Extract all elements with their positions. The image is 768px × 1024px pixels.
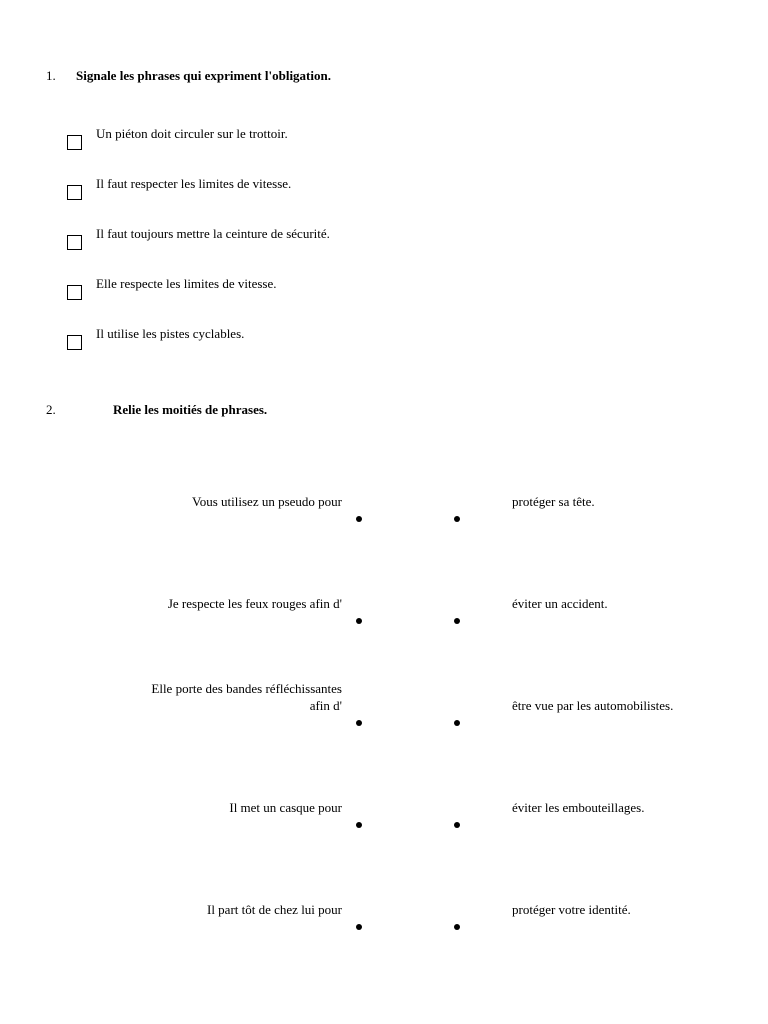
right-phrase: protéger sa tête. [512,494,595,509]
left-phrase: Il met un casque pour [229,800,342,815]
option-checkbox[interactable] [67,335,82,350]
right-phrase: être vue par les automobilistes. [512,698,674,713]
option-checkbox[interactable] [67,135,82,150]
right-dot[interactable] [454,618,460,624]
left-phrase: Vous utilisez un pseudo pour [192,494,342,509]
left-dot[interactable] [356,618,362,624]
option-text: Il faut respecter les limites de vitesse. [96,176,292,191]
exercise-1-title: Signale les phrases qui expriment l'obligation. [76,68,331,83]
left-dot[interactable] [356,822,362,828]
right-dot[interactable] [454,924,460,930]
left-dot[interactable] [356,516,362,522]
option-checkbox[interactable] [67,285,82,300]
right-phrase: éviter un accident. [512,596,608,611]
right-dot[interactable] [454,822,460,828]
option-text: Il faut toujours mettre la ceinture de sécurité. [96,226,330,241]
exercise-1-number: 1. [46,68,56,83]
option-checkbox[interactable] [67,235,82,250]
left-phrase: Je respecte les feux rouges afin d' [167,596,342,611]
option-text: Elle respecte les limites de vitesse. [96,276,277,291]
option-text: Il utilise les pistes cyclables. [96,326,245,341]
option-text: Un piéton doit circuler sur le trottoir. [96,126,288,141]
right-phrase: éviter les embouteillages. [512,800,645,815]
right-dot[interactable] [454,516,460,522]
exercise-2-number: 2. [46,402,56,417]
left-phrase: Il part tôt de chez lui pour [206,902,342,917]
left-phrase: Elle porte des bandes réfléchissantes afin d' [151,681,342,713]
right-phrase: protéger votre identité. [512,902,631,917]
left-dot[interactable] [356,924,362,930]
left-dot[interactable] [356,720,362,726]
right-dot[interactable] [454,720,460,726]
option-checkbox[interactable] [67,185,82,200]
exercise-2-title: Relie les moitiés de phrases. [113,402,268,417]
